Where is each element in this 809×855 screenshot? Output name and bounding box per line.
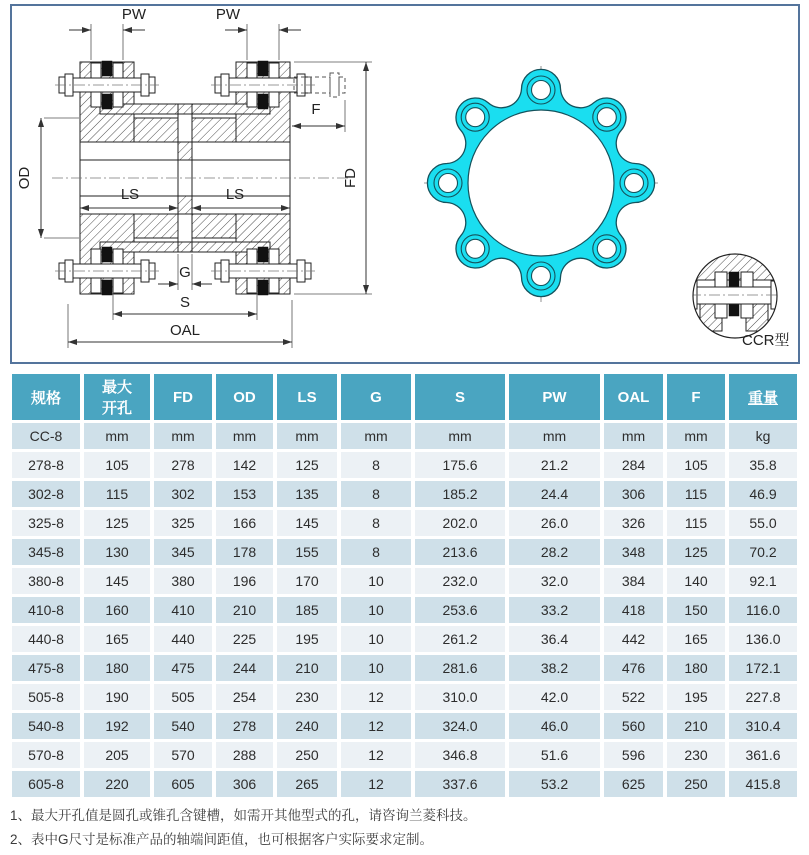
cell: 55.0: [729, 510, 797, 536]
cell: 213.6: [415, 539, 505, 565]
cell: 205: [84, 742, 150, 768]
cell: 145: [84, 568, 150, 594]
cell: 125: [84, 510, 150, 536]
cell: 302: [154, 481, 212, 507]
cell: 125: [277, 452, 337, 478]
cell: 475-8: [12, 655, 80, 681]
cell: 232.0: [415, 568, 505, 594]
cell: 175.6: [415, 452, 505, 478]
dim-label-oal: OAL: [169, 322, 201, 339]
table-row: [12, 713, 797, 739]
cell: 310.4: [729, 713, 797, 739]
cell: 166: [216, 510, 273, 536]
cell: 116.0: [729, 597, 797, 623]
cell: 32.0: [509, 568, 600, 594]
cell: 10: [341, 568, 411, 594]
flange-front-view: [424, 66, 658, 302]
cell: 278-8: [12, 452, 80, 478]
cell: 185: [277, 597, 337, 623]
coupling-type-label: CCR型: [742, 332, 790, 349]
cell: 196: [216, 568, 273, 594]
cell: 210: [216, 597, 273, 623]
table-row: [12, 423, 797, 449]
cell: 115: [667, 510, 725, 536]
cell: 53.2: [509, 771, 600, 797]
cell: 415.8: [729, 771, 797, 797]
cell: 442: [604, 626, 663, 652]
cell: 165: [667, 626, 725, 652]
cell: 284: [604, 452, 663, 478]
cell: 33.2: [509, 597, 600, 623]
cell: 140: [667, 568, 725, 594]
cell: 325: [154, 510, 212, 536]
cell: 8: [341, 452, 411, 478]
coupling-section-view: [16, 6, 372, 348]
table-row: [12, 539, 797, 565]
cell: 324.0: [415, 713, 505, 739]
cell: 8: [341, 481, 411, 507]
cell: 202.0: [415, 510, 505, 536]
cell: 605: [154, 771, 212, 797]
cell: 70.2: [729, 539, 797, 565]
dim-label-ls2: LS: [225, 186, 245, 203]
cell: 476: [604, 655, 663, 681]
cell: 384: [604, 568, 663, 594]
cell: 220: [84, 771, 150, 797]
column-header: S: [415, 374, 505, 420]
cell: 278: [154, 452, 212, 478]
cell: 281.6: [415, 655, 505, 681]
cell: 380: [154, 568, 212, 594]
table-row: [12, 452, 797, 478]
cell: 418: [604, 597, 663, 623]
cell: 142: [216, 452, 273, 478]
column-header: OAL: [604, 374, 663, 420]
cell: 605-8: [12, 771, 80, 797]
cell: 180: [84, 655, 150, 681]
cell: 261.2: [415, 626, 505, 652]
cell: 244: [216, 655, 273, 681]
cell: 570-8: [12, 742, 80, 768]
column-header: F: [667, 374, 725, 420]
cell: 440: [154, 626, 212, 652]
cell: 475: [154, 655, 212, 681]
cell: 410: [154, 597, 212, 623]
note-line: 1、最大开孔值是圆孔或锥孔含键槽，如需开其他型式的孔，请咨询兰菱科技。: [10, 808, 477, 823]
dim-label-od: OD: [16, 166, 33, 190]
column-header: 重量: [729, 374, 797, 420]
dim-label-fd: FD: [342, 168, 359, 188]
cell: 10: [341, 655, 411, 681]
cell: 278: [216, 713, 273, 739]
cell: 42.0: [509, 684, 600, 710]
cell: 105: [667, 452, 725, 478]
cell: mm: [509, 423, 600, 449]
cell: 24.4: [509, 481, 600, 507]
cell: 195: [667, 684, 725, 710]
cell: 306: [604, 481, 663, 507]
cell: 46.0: [509, 713, 600, 739]
cell: 361.6: [729, 742, 797, 768]
dim-label-pw1: PW: [121, 6, 147, 23]
table-row: [12, 655, 797, 681]
cell: 288: [216, 742, 273, 768]
cell: 92.1: [729, 568, 797, 594]
cell: 540: [154, 713, 212, 739]
cell: kg: [729, 423, 797, 449]
cell: 192: [84, 713, 150, 739]
cell: 10: [341, 597, 411, 623]
cell: 310.0: [415, 684, 505, 710]
cell: 306: [216, 771, 273, 797]
column-header: 最大开孔: [84, 374, 150, 420]
table-row: [12, 568, 797, 594]
cell: 254: [216, 684, 273, 710]
column-header: G: [341, 374, 411, 420]
cell: 46.9: [729, 481, 797, 507]
table-header-row: [12, 374, 797, 420]
cell: 230: [667, 742, 725, 768]
cell: 185.2: [415, 481, 505, 507]
cell: 195: [277, 626, 337, 652]
cell: 225: [216, 626, 273, 652]
cell: 326: [604, 510, 663, 536]
cell: 210: [667, 713, 725, 739]
cell: 596: [604, 742, 663, 768]
cell: 145: [277, 510, 337, 536]
cell: 302-8: [12, 481, 80, 507]
cell: 155: [277, 539, 337, 565]
dim-label-ls1: LS: [120, 186, 140, 203]
cell: 540-8: [12, 713, 80, 739]
cell: 21.2: [509, 452, 600, 478]
cell: 125: [667, 539, 725, 565]
cell: 115: [667, 481, 725, 507]
cell: 10: [341, 626, 411, 652]
cell: mm: [216, 423, 273, 449]
cell: 8: [341, 510, 411, 536]
cell: 440-8: [12, 626, 80, 652]
cell: 410-8: [12, 597, 80, 623]
cell: 265: [277, 771, 337, 797]
cell: 505: [154, 684, 212, 710]
dim-label-f: F: [311, 101, 321, 118]
cell: 253.6: [415, 597, 505, 623]
cell: 12: [341, 713, 411, 739]
cell: 28.2: [509, 539, 600, 565]
footnotes: [10, 804, 477, 852]
cell: mm: [604, 423, 663, 449]
drawing-svg: [12, 6, 798, 362]
cell: 180: [667, 655, 725, 681]
cell: 165: [84, 626, 150, 652]
cell: 172.1: [729, 655, 797, 681]
cell: 178: [216, 539, 273, 565]
dimension-annotations: [16, 6, 372, 348]
cell: 190: [84, 684, 150, 710]
bolt-detail-view: [681, 246, 790, 349]
note-line: 2、表中G尺寸是标准产品的轴端间距值，也可根据客户实际要求定制。: [10, 832, 434, 847]
cell: 325-8: [12, 510, 80, 536]
cell: 337.6: [415, 771, 505, 797]
cell: mm: [415, 423, 505, 449]
table-row: [12, 771, 797, 797]
cell: 12: [341, 771, 411, 797]
cell: 345: [154, 539, 212, 565]
cell: 8: [341, 539, 411, 565]
table-body: [12, 423, 797, 797]
cell: 130: [84, 539, 150, 565]
cell: 38.2: [509, 655, 600, 681]
cell: 115: [84, 481, 150, 507]
cell: 26.0: [509, 510, 600, 536]
table-row: [12, 742, 797, 768]
cell: mm: [154, 423, 212, 449]
cell: 380-8: [12, 568, 80, 594]
column-header: PW: [509, 374, 600, 420]
cell: 36.4: [509, 626, 600, 652]
table-row: [12, 597, 797, 623]
cell: 51.6: [509, 742, 600, 768]
cell: 346.8: [415, 742, 505, 768]
cell: 250: [667, 771, 725, 797]
cell: 570: [154, 742, 212, 768]
dim-label-pw2: PW: [215, 6, 241, 23]
technical-drawing-panel: [10, 4, 800, 364]
table-row: [12, 510, 797, 536]
cell: 210: [277, 655, 337, 681]
table-row: [12, 481, 797, 507]
cell: 560: [604, 713, 663, 739]
cell: 150: [667, 597, 725, 623]
cell: 250: [277, 742, 337, 768]
dim-label-s: S: [179, 294, 191, 311]
cell: 227.8: [729, 684, 797, 710]
cell: 135: [277, 481, 337, 507]
cell: 348: [604, 539, 663, 565]
cell: 625: [604, 771, 663, 797]
cell: CC-8: [12, 423, 80, 449]
cell: mm: [277, 423, 337, 449]
cell: 522: [604, 684, 663, 710]
cell: mm: [341, 423, 411, 449]
cell: 136.0: [729, 626, 797, 652]
column-header: FD: [154, 374, 212, 420]
column-header: 规格: [12, 374, 80, 420]
flange-ring: [427, 69, 654, 296]
cell: 12: [341, 684, 411, 710]
cell: 12: [341, 742, 411, 768]
cell: 170: [277, 568, 337, 594]
cell: 160: [84, 597, 150, 623]
spec-table: [8, 371, 801, 800]
cell: 240: [277, 713, 337, 739]
dim-label-g: G: [179, 264, 191, 281]
table-row: [12, 626, 797, 652]
cell: mm: [84, 423, 150, 449]
table-row: [12, 684, 797, 710]
cell: 505-8: [12, 684, 80, 710]
cell: 230: [277, 684, 337, 710]
cell: 345-8: [12, 539, 80, 565]
cell: 35.8: [729, 452, 797, 478]
column-header: OD: [216, 374, 273, 420]
cell: 153: [216, 481, 273, 507]
column-header: LS: [277, 374, 337, 420]
cell: mm: [667, 423, 725, 449]
cell: 105: [84, 452, 150, 478]
